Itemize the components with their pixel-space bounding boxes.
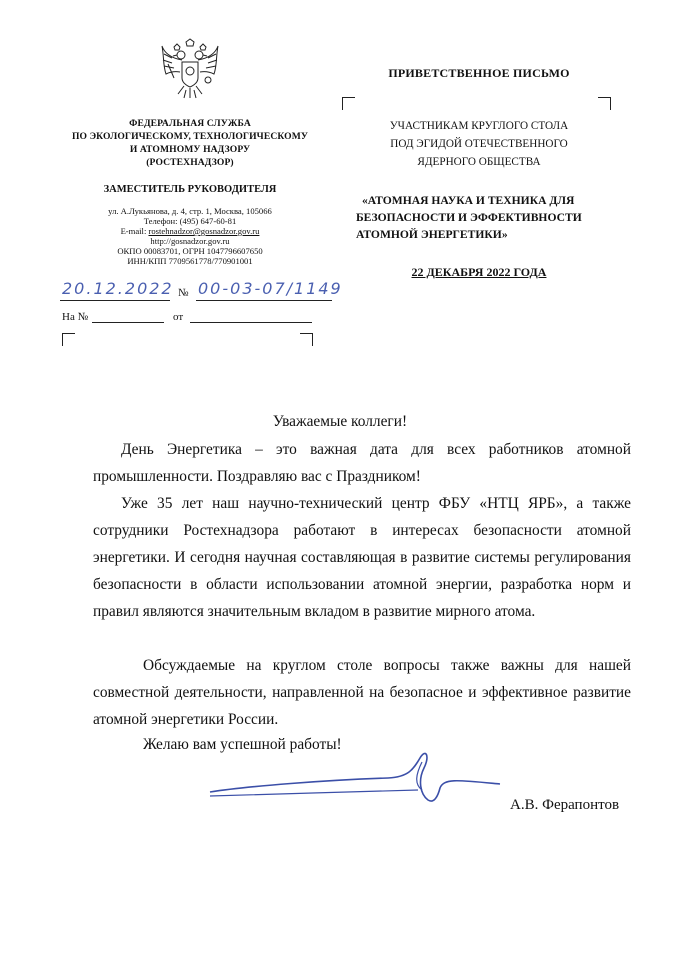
corner-mark: [598, 97, 611, 110]
paragraph-1: [93, 436, 631, 490]
number-label: №: [178, 287, 189, 299]
handwritten-number: 00-03-07/1149: [198, 279, 343, 298]
corner-mark: [342, 97, 355, 110]
ref-label: На №: [62, 311, 89, 323]
org-line: И АТОМНОМУ НАДЗОРУ: [129, 144, 251, 155]
ref-number-line: [92, 322, 164, 323]
email-line: [40, 226, 340, 236]
closing-wish: Желаю вам успешной работы!: [143, 736, 342, 753]
ref-date-line: [190, 322, 312, 323]
recipients-line: ЯДЕРНОГО ОБЩЕСТВА: [417, 156, 541, 168]
paragraph-text: Уже 35 лет наш научно-технический центр ФБУ «НТЦ ЯРБ», а также сотрудники Ростехнадзора работают в интересах безопасности атомной энергетики. И сегодня научная составляющая в развитие системы регулирования безопасности в области использовании атомной энергии, разработка норм и правил являются значительным вкладом в развитие мирного атома.: [93, 495, 631, 620]
corner-mark: [300, 333, 313, 346]
org-line: (РОСТЕХНАДЗОР): [146, 157, 234, 168]
registration-codes: ОКПО 00083701, ОГРН 1047796607650: [117, 246, 263, 256]
greeting: Уважаемые коллеги!: [272, 413, 408, 430]
website-link[interactable]: http://gosnadzor.gov.ru: [150, 236, 230, 246]
email-label: E-mail:: [120, 226, 149, 236]
signer-name: А.В. Ферапонтов: [510, 797, 620, 813]
recipients: [352, 117, 606, 171]
event-title-line: «АТОМНАЯ НАУКА И ТЕХНИКА ДЛЯ: [362, 194, 575, 207]
org-line: ФЕДЕРАЛЬНАЯ СЛУЖБА: [129, 118, 251, 129]
recipients-line: УЧАСТНИКАМ КРУГЛОГО СТОЛА: [389, 120, 569, 132]
address: ул. А.Лукьянова, д. 4, стр. 1, Москва, 105066: [108, 206, 272, 216]
paragraph-3: [93, 652, 631, 733]
event-title-line: БЕЗОПАСНОСТИ И ЭФФЕКТИВНОСТИ: [356, 211, 582, 224]
email-link[interactable]: rostehnadzor@gosnadzor.gov.ru: [148, 226, 260, 236]
tax-codes: ИНН/КПП 7709561778/770901001: [127, 256, 253, 266]
paragraph-text: День Энергетика – это важная дата для всех работников атомной промышленности. Поздравляю вас с Праздником!: [93, 441, 631, 485]
letter-type-title: ПРИВЕТСТВЕННОЕ ПИСЬМО: [388, 66, 570, 80]
signature-icon: [208, 750, 508, 810]
event-title: [356, 192, 616, 243]
corner-mark: [62, 333, 75, 346]
paragraph-text: Обсуждаемые на круглом столе вопросы также важны для нашей совместной деятельности, направленной на безопасное и эффективное развитие атомной энергетики России.: [93, 657, 631, 728]
handwritten-date: 20.12.2022: [62, 279, 174, 298]
event-title-line: АТОМНОЙ ЭНЕРГЕТИКИ»: [356, 228, 508, 241]
ref-from-label: от: [173, 311, 184, 323]
russian-coat-of-arms-icon: [160, 38, 220, 102]
paragraph-2: [93, 490, 631, 625]
org-line: ПО ЭКОЛОГИЧЕСКОМУ, ТЕХНОЛОГИЧЕСКОМУ: [71, 131, 309, 142]
event-date: 22 ДЕКАБРЯ 2022 ГОДА: [411, 265, 547, 279]
recipients-line: ПОД ЭГИДОЙ ОТЕЧЕСТВЕННОГО: [390, 138, 568, 150]
phone: Телефон: (495) 647-60-81: [143, 216, 237, 226]
position-title: ЗАМЕСТИТЕЛЬ РУКОВОДИТЕЛЯ: [103, 184, 277, 195]
